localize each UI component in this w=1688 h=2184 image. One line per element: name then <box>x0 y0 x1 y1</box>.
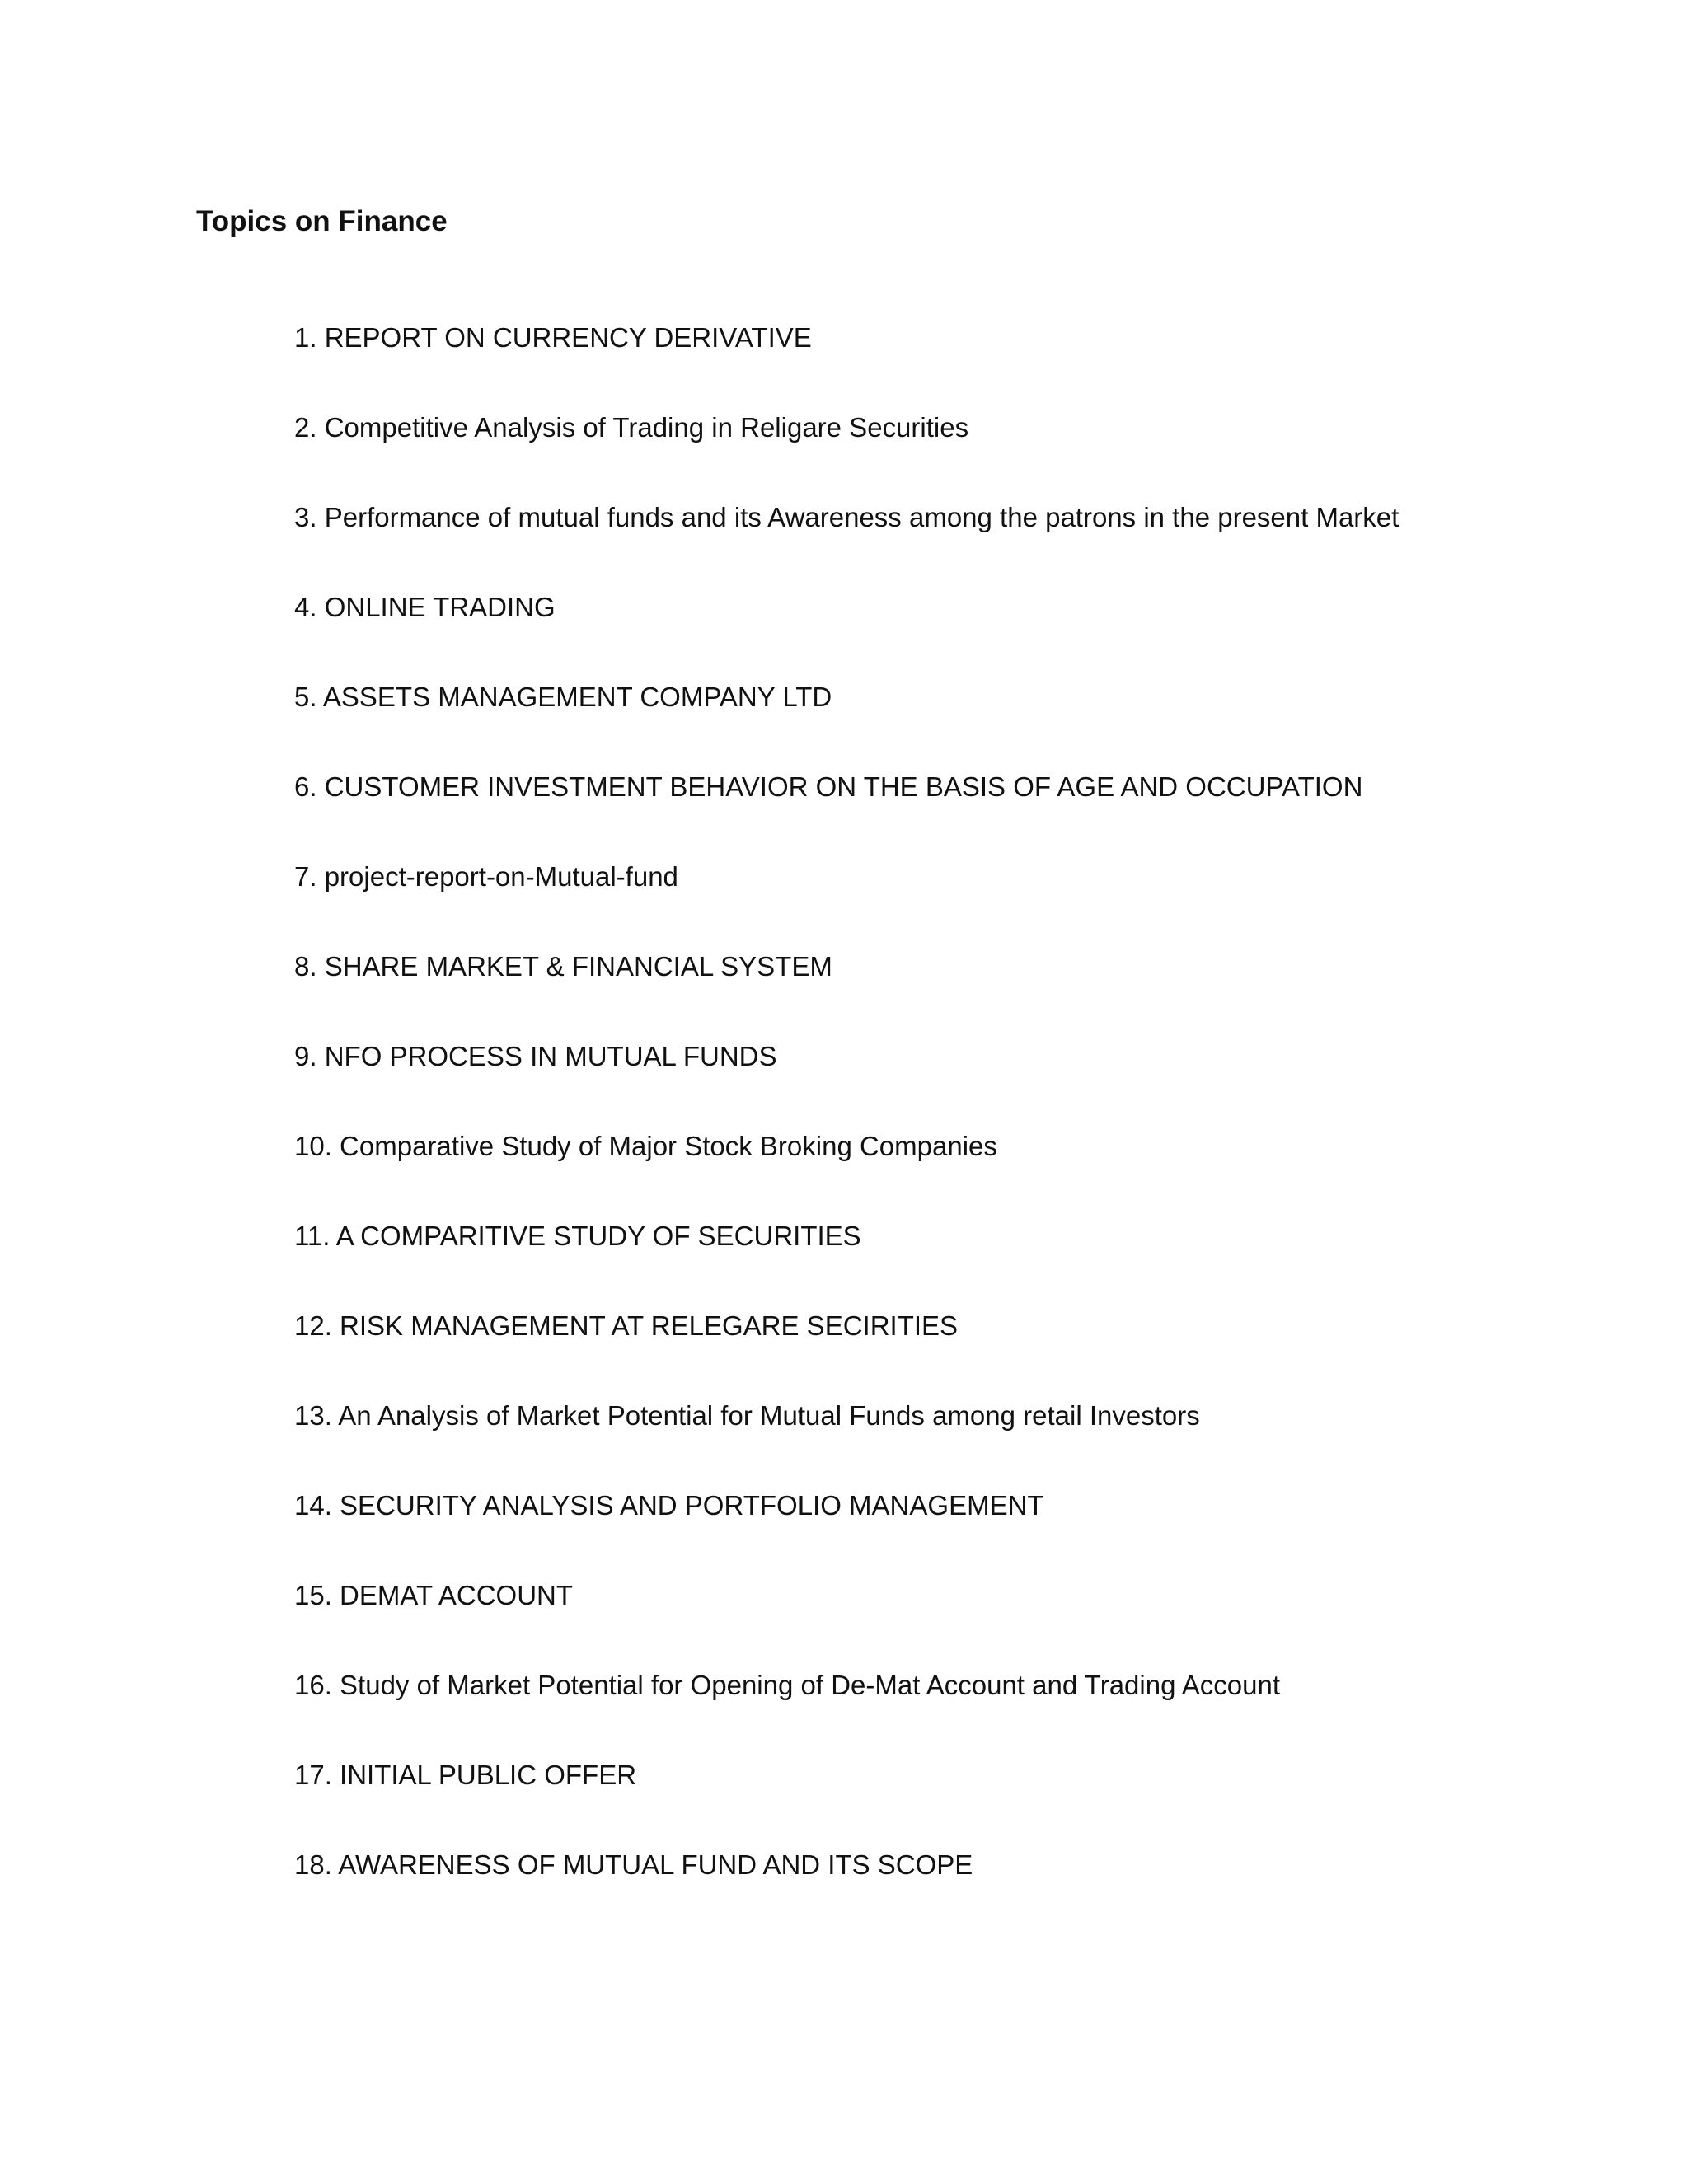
item-number: 9. <box>294 1041 317 1071</box>
item-number: 17. <box>294 1760 332 1790</box>
item-number: 14. <box>294 1490 332 1521</box>
item-number: 12. <box>294 1310 332 1341</box>
item-text: An Analysis of Market Potential for Mutual Funds among retail Investors <box>338 1400 1200 1431</box>
list-item <box>294 1669 1399 1759</box>
list-item <box>294 771 1399 860</box>
item-text: NFO PROCESS IN MUTUAL FUNDS <box>324 1041 777 1071</box>
list-item <box>294 1040 1399 1130</box>
item-text: Performance of mutual funds and its Awareness among the patrons in the present Market <box>324 502 1400 532</box>
list-item <box>294 860 1399 950</box>
item-text: RISK MANAGEMENT AT RELEGARE SECIRITIES <box>340 1310 959 1341</box>
item-number: 6. <box>294 771 317 802</box>
item-text: AWARENESS OF MUTUAL FUND AND ITS SCOPE <box>338 1849 973 1880</box>
item-number: 5. <box>294 682 317 712</box>
item-text: Study of Market Potential for Opening of De-Mat Account and Trading Account <box>340 1670 1281 1700</box>
item-number: 18. <box>294 1849 332 1880</box>
list-item <box>294 1310 1399 1399</box>
list-item <box>294 1489 1399 1579</box>
item-text: CUSTOMER INVESTMENT BEHAVIOR ON THE BASIS OF AGE AND OCCUPATION <box>324 771 1363 802</box>
item-number: 4. <box>294 592 317 622</box>
item-text: REPORT ON CURRENCY DERIVATIVE <box>324 322 812 353</box>
topic-list <box>294 321 1399 1938</box>
page-title: Topics on Finance <box>196 205 448 237</box>
item-text: INITIAL PUBLIC OFFER <box>340 1760 637 1790</box>
item-text: DEMAT ACCOUNT <box>340 1580 574 1610</box>
item-number: 8. <box>294 951 317 982</box>
list-item <box>294 1220 1399 1310</box>
list-item <box>294 1399 1399 1489</box>
item-text: ONLINE TRADING <box>324 592 556 622</box>
item-number: 1. <box>294 322 317 353</box>
list-item <box>294 1579 1399 1669</box>
item-number: 2. <box>294 412 317 443</box>
list-item <box>294 681 1399 771</box>
list-item <box>294 591 1399 681</box>
list-item <box>294 950 1399 1040</box>
item-text: SHARE MARKET & FINANCIAL SYSTEM <box>324 951 832 982</box>
item-number: 11. <box>294 1221 331 1251</box>
item-text: Comparative Study of Major Stock Broking Companies <box>340 1131 997 1161</box>
item-number: 16. <box>294 1670 332 1700</box>
list-item <box>294 1849 1399 1938</box>
item-number: 3. <box>294 502 317 532</box>
item-text: project-report-on-Mutual-fund <box>324 861 678 892</box>
item-text: ASSETS MANAGEMENT COMPANY LTD <box>322 682 832 712</box>
item-number: 7. <box>294 861 317 892</box>
list-item <box>294 321 1399 411</box>
list-item <box>294 1759 1399 1849</box>
item-number: 15. <box>294 1580 332 1610</box>
item-text: Competitive Analysis of Trading in Religare Securities <box>324 412 969 443</box>
list-item <box>294 411 1399 501</box>
item-text: A COMPARITIVE STUDY OF SECURITIES <box>335 1221 861 1251</box>
item-text: SECURITY ANALYSIS AND PORTFOLIO MANAGEMENT <box>340 1490 1044 1521</box>
list-item <box>294 1130 1399 1220</box>
item-number: 13. <box>294 1400 332 1431</box>
item-number: 10. <box>294 1131 332 1161</box>
list-item <box>294 501 1399 591</box>
